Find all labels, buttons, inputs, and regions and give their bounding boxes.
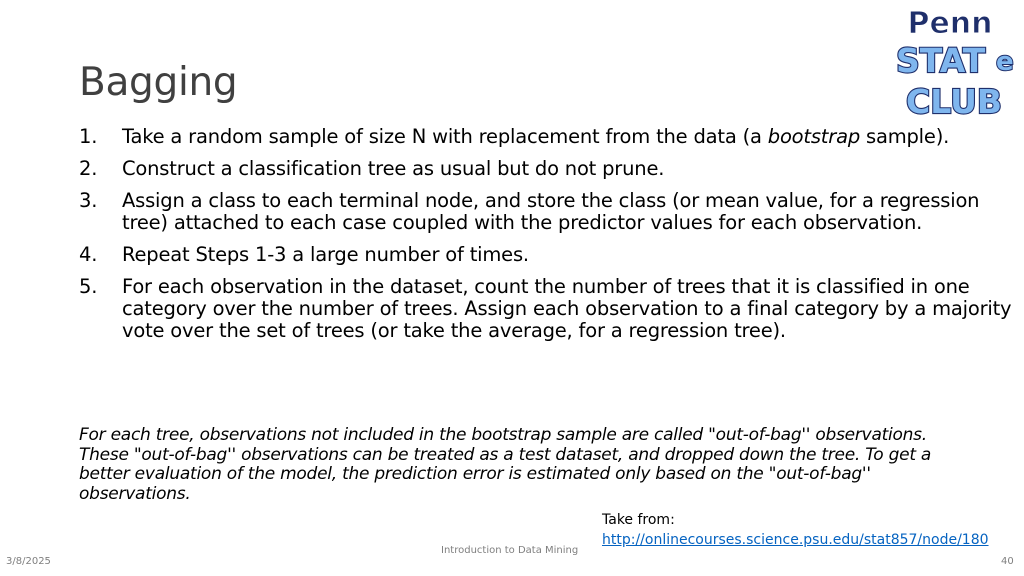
step-text: Assign a class to each terminal node, and store the class (or mean value, for a regression tree) attached to each case coupled with the predictor values for each observation.	[122, 189, 980, 234]
step-number: 4.	[79, 243, 98, 266]
step-number: 1.	[79, 125, 98, 148]
logo-stat-text: STAT	[896, 41, 986, 80]
logo-penn-text: Penn	[907, 6, 993, 41]
step-item	[79, 158, 1014, 180]
step-text: For each observation in the dataset, count the number of trees that it is classified in one category over the number of trees. Assign each observation to a final category by a majority vote over the set of trees (or take the average, for a regression tree).	[122, 275, 1012, 342]
slide-title: Bagging	[79, 60, 238, 105]
step-number: 5.	[79, 275, 98, 298]
step-text: Take a random sample of size N with replacement from the data (a bootstrap sample).	[122, 125, 950, 148]
step-number: 2.	[79, 157, 98, 180]
logo-club-text: CLUB	[906, 82, 1003, 120]
penn-state-club-logo	[892, 2, 1020, 120]
step-item	[79, 190, 1014, 234]
step-item	[79, 244, 1014, 266]
source-label: Take from:	[602, 512, 675, 528]
step-text: Repeat Steps 1-3 a large number of times.	[122, 243, 529, 266]
out-of-bag-note: For each tree, observations not included in the bootstrap sample are called "out-of-bag'' observations. These "out-of-bag'' observations can be treated as a test dataset, and dropped down the tree. To get a better evaluation of the model, the prediction error is estimated only based on the "out-of-bag'' observations.	[79, 425, 932, 504]
bootstrap-emphasis: bootstrap	[767, 125, 860, 148]
step-item	[79, 126, 1014, 148]
step-text: Construct a classification tree as usual but do not prune.	[122, 157, 665, 180]
logo-e-text: e	[996, 47, 1014, 77]
source-link[interactable]: http://onlinecourses.science.psu.edu/stat857/node/180	[602, 532, 989, 548]
step-number: 3.	[79, 189, 98, 212]
steps-list	[79, 126, 1014, 352]
page-number: 40	[1001, 556, 1014, 567]
source-citation	[602, 510, 989, 550]
footer-date: 3/8/2025	[6, 556, 51, 567]
footer-course: Introduction to Data Mining	[441, 545, 579, 556]
step-item	[79, 276, 1014, 342]
